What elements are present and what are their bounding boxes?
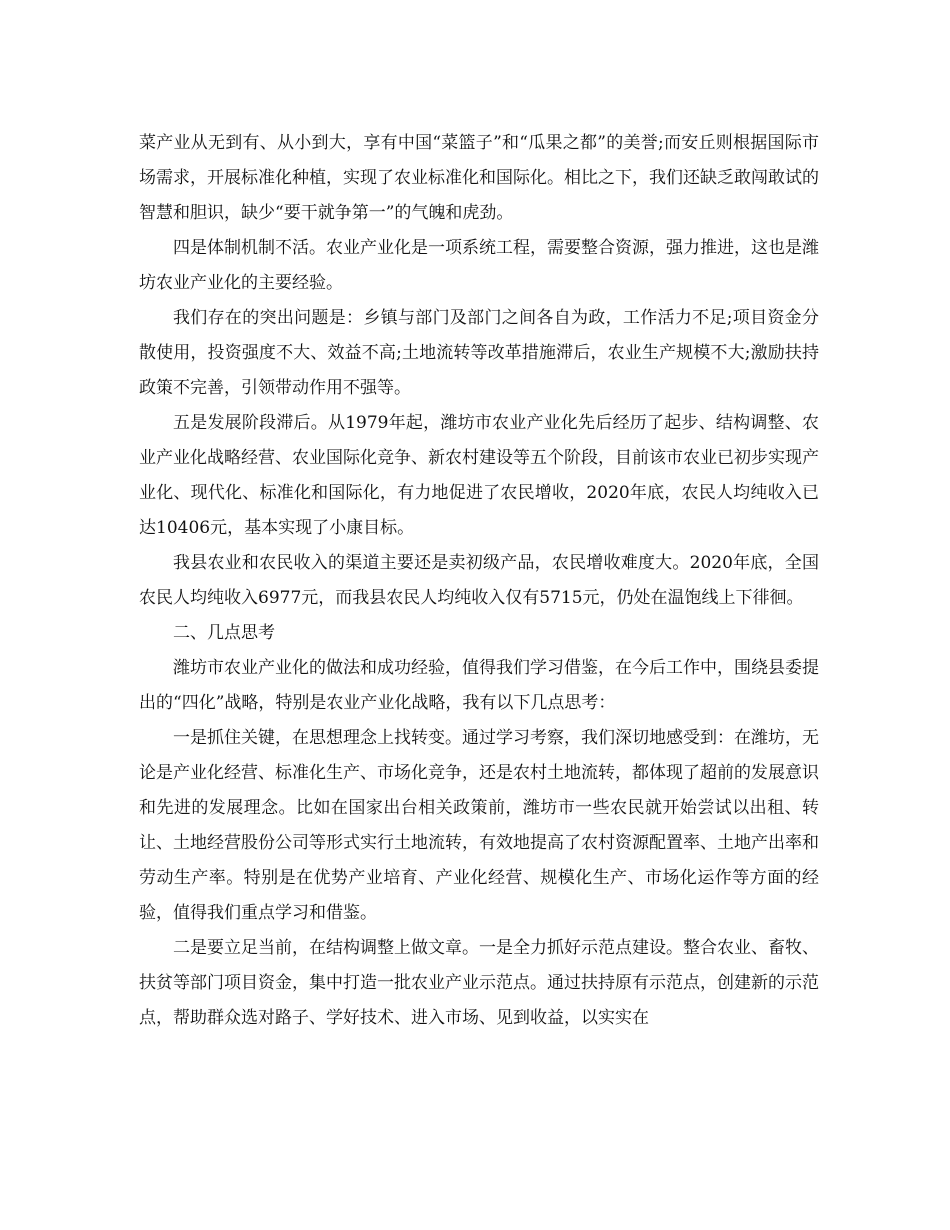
paragraph: 我县农业和农民收入的渠道主要还是卖初级产品，农民增收难度大。2020年底，全国农民人均纯收入6977元，而我县农民人均纯收入仅有5715元，仍处在温饱线上下徘徊。 <box>139 553 819 608</box>
paragraph: 一是抓住关键，在思想理念上找转变。通过学习考察，我们深切地感受到：在潍坊，无论是产业化经营、标准化生产、市场化竞争，还是农村土地流转，都体现了超前的发展意识和先进的发展理念。比如在国家出台相关政策前，潍坊市一些农民就开始尝试以出租、转让、土地经营股份公司等形式实行土地流转，有效地提高了农村资源配置率、土地产出率和劳动生产率。特别是在优势产业培育、产业化经营、规模化生产、市场化运作等方面的经验，值得我们重点学习和借鉴。 <box>139 728 819 923</box>
paragraph: 四是体制机制不活。农业产业化是一项系统工程，需要整合资源，强力推进，这也是潍坊农业产业化的主要经验。 <box>139 238 819 293</box>
paragraph-continuation: 菜产业从无到有、从小到大，享有中国“菜篮子”和“瓜果之都”的美誉;而安丘则根据国际市场需求，开展标准化种植，实现了农业标准化和国际化。相比之下，我们还缺乏敢闯敢试的智慧和胆识，缺少“要干就争第一”的气魄和虎劲。 <box>139 133 819 223</box>
paragraph: 我们存在的突出问题是：乡镇与部门及部门之间各自为政，工作活力不足;项目资金分散使用，投资强度不大、效益不高;土地流转等改革措施滞后，农业生产规模不大;激励扶持政策不完善，引领带动作用不强等。 <box>139 308 819 398</box>
section-heading: 二、几点思考 <box>173 623 275 643</box>
paragraph: 潍坊市农业产业化的做法和成功经验，值得我们学习借鉴，在今后工作中，围绕县委提出的“四化”战略，特别是农业产业化战略，我有以下几点思考： <box>139 658 819 713</box>
paragraph: 五是发展阶段滞后。从1979年起，潍坊市农业产业化先后经历了起步、结构调整、农业产业化战略经营、农业国际化竞争、新农村建设等五个阶段，目前该市农业已初步实现产业化、现代化、标准化和国际化，有力地促进了农民增收，2020年底，农民人均纯收入已达10406元，基本实现了小康目标。 <box>139 413 819 538</box>
document-body <box>139 126 819 1036</box>
paragraph: 二是要立足当前，在结构调整上做文章。一是全力抓好示范点建设。整合农业、畜牧、扶贫等部门项目资金，集中打造一批农业产业示范点。通过扶持原有示范点，创建新的示范点，帮助群众选对路子、学好技术、进入市场、见到收益，以实实在 <box>139 938 819 1028</box>
